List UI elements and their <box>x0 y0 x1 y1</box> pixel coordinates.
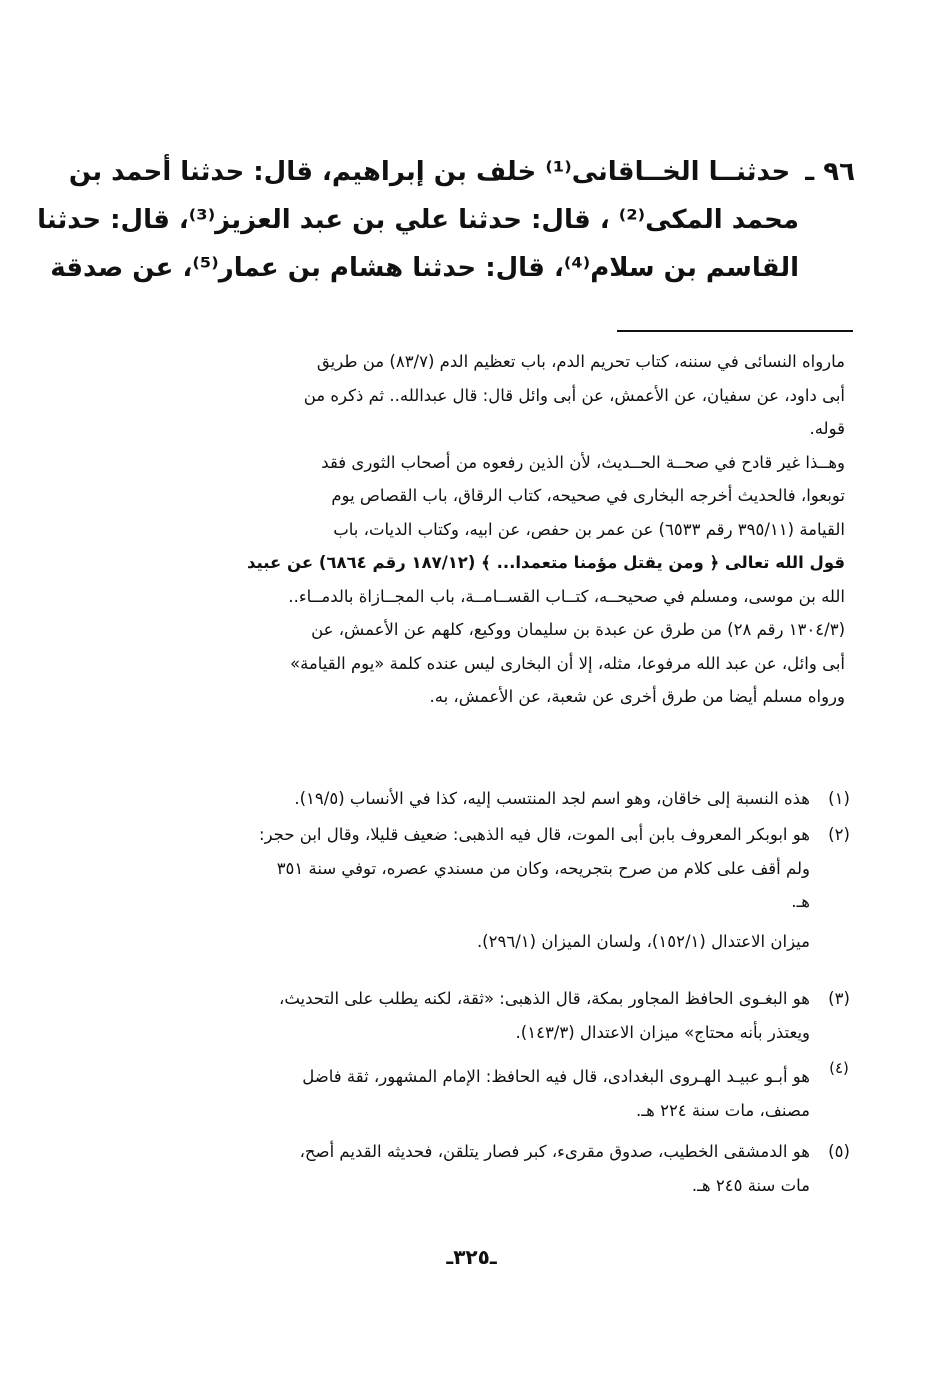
hadith-text <box>37 148 855 292</box>
footnote-line: هو الدمشقى الخطيب، صدوق مقرىء، كبر فصار يتلقن، فحديثه القديم أصح، <box>299 1142 810 1161</box>
footnote-line: هو أبـو عبيـد الهـروى البغدادى، قال فيه الحافظ: الإمام المشهور، ثقة فاضل <box>302 1067 810 1086</box>
footnote-line: ويعتذر بأنه محتاج» ميزان الاعتدال (١٤٣/٣). <box>515 1022 810 1042</box>
continuation-line: (١٣٠٤/٣ رقم ٢٨) من طرق عن عبدة بن سليمان ووكيع، كلهم عن الأعمش، عن <box>311 620 845 639</box>
footnote-line: مات سنة ٢٤٥ هـ. <box>691 1175 810 1195</box>
footnote-5 <box>145 1135 855 1202</box>
continuation-line: قول الله تعالى ﴿ ومن يقتل مؤمنا متعمدا... ﴾ (١٨٧/١٢ رقم ٦٨٦٤) عن عبيد <box>247 553 845 572</box>
footnote-line: مصنف، مات سنة ٢٢٤ هـ. <box>636 1100 810 1120</box>
footnote-line: ولم أقف على كلام من صرح بتجريحه، وكان من مسندي عصره، توفي سنة ٣٥١ <box>276 858 810 878</box>
continuation-line: وهــذا غير قادح في صحــة الحــديث، لأن الذين رفعوه من أصحاب الثورى فقد <box>321 452 845 472</box>
continuation-line: توبعوا، فالحديث أخرجه البخارى في صحيحه، كتاب الرقاق، باب القصاص يوم <box>331 486 845 505</box>
continuation-line: ورواه مسلم أيضا من طرق أخرى عن شعبة، عن الأعمش، به. <box>429 687 845 706</box>
footnote-reference-line: ميزان الاعتدال (١٥٢/١)، ولسان الميزان (٢٩٦/١). <box>476 931 810 951</box>
footnote-marker: (٤) <box>829 1059 849 1077</box>
footnote-line: هذه النسبة إلى خاقان، وهو اسم لجد المنتسب إليه، كذا في الأنساب (١٩/٥). <box>294 789 810 808</box>
footnote-continuation <box>145 345 845 714</box>
footnote-separator <box>617 330 853 332</box>
continuation-line: قوله. <box>809 419 845 438</box>
continuation-line: الله بن موسى، ومسلم في صحيحــه، كتــاب القســامــة، باب المجــازاة بالدمــاء.. <box>288 586 845 606</box>
hadith-line-1-text: حدثنــا الخــاقانى⁽¹⁾ خلف بن إبراهيم، قال: حدثنا أحمد بن <box>68 157 791 187</box>
footnote-4 <box>145 1060 855 1127</box>
footnote-line: هـ. <box>791 892 810 911</box>
footnote-line: هو البغـوى الحافظ المجاور بمكة، قال الذهبى: «ثقة، لكنه يطلب على التحديث، <box>279 989 810 1008</box>
hadith-number: ٩٦ ـ <box>805 157 855 187</box>
footnote-marker: (٥) <box>828 1142 850 1161</box>
hadith-line-3: القاسم بن سلام⁽⁴⁾، قال: حدثنا هشام بن عمار⁽⁵⁾، عن صدقة <box>50 253 799 283</box>
continuation-line: القيامة (٣٩٥/١١ رقم ٦٥٣٣) عن عمر بن حفص، عن ابيه، وكتاب الديات، باب <box>333 519 845 539</box>
footnote-1 <box>145 782 855 816</box>
footnote-2 <box>145 818 855 958</box>
page-number: ـ٣٢٥ـ <box>446 1245 497 1269</box>
footnote-line: هو ابوبكر المعروف بابن أبى الموت، قال فيه الذهبى: ضعيف قليلا، وقال ابن حجر: <box>259 825 810 844</box>
hadith-line-1 <box>68 148 855 196</box>
hadith-line-2: محمد المكى⁽²⁾ ، قال: حدثنا علي بن عبد العزيز⁽³⁾، قال: حدثنا <box>37 205 799 235</box>
footnote-marker: (٢) <box>828 825 850 844</box>
continuation-line: مارواه النسائى في سننه، كتاب تحريم الدم، باب تعظيم الدم (٨٣/٧) من طريق <box>316 352 845 371</box>
footnote-3 <box>145 982 855 1049</box>
continuation-line: أبى وائل، عن عبد الله مرفوعا، مثله، إلا أن البخارى ليس عنده كلمة «يوم القيامة» <box>289 653 845 673</box>
footnote-marker: (٣) <box>828 989 850 1008</box>
footnote-marker: (١) <box>828 789 850 808</box>
continuation-line: أبى داود، عن سفيان، عن الأعمش، عن أبى وائل قال: قال عبدالله.. ثم ذكره من <box>303 385 845 405</box>
